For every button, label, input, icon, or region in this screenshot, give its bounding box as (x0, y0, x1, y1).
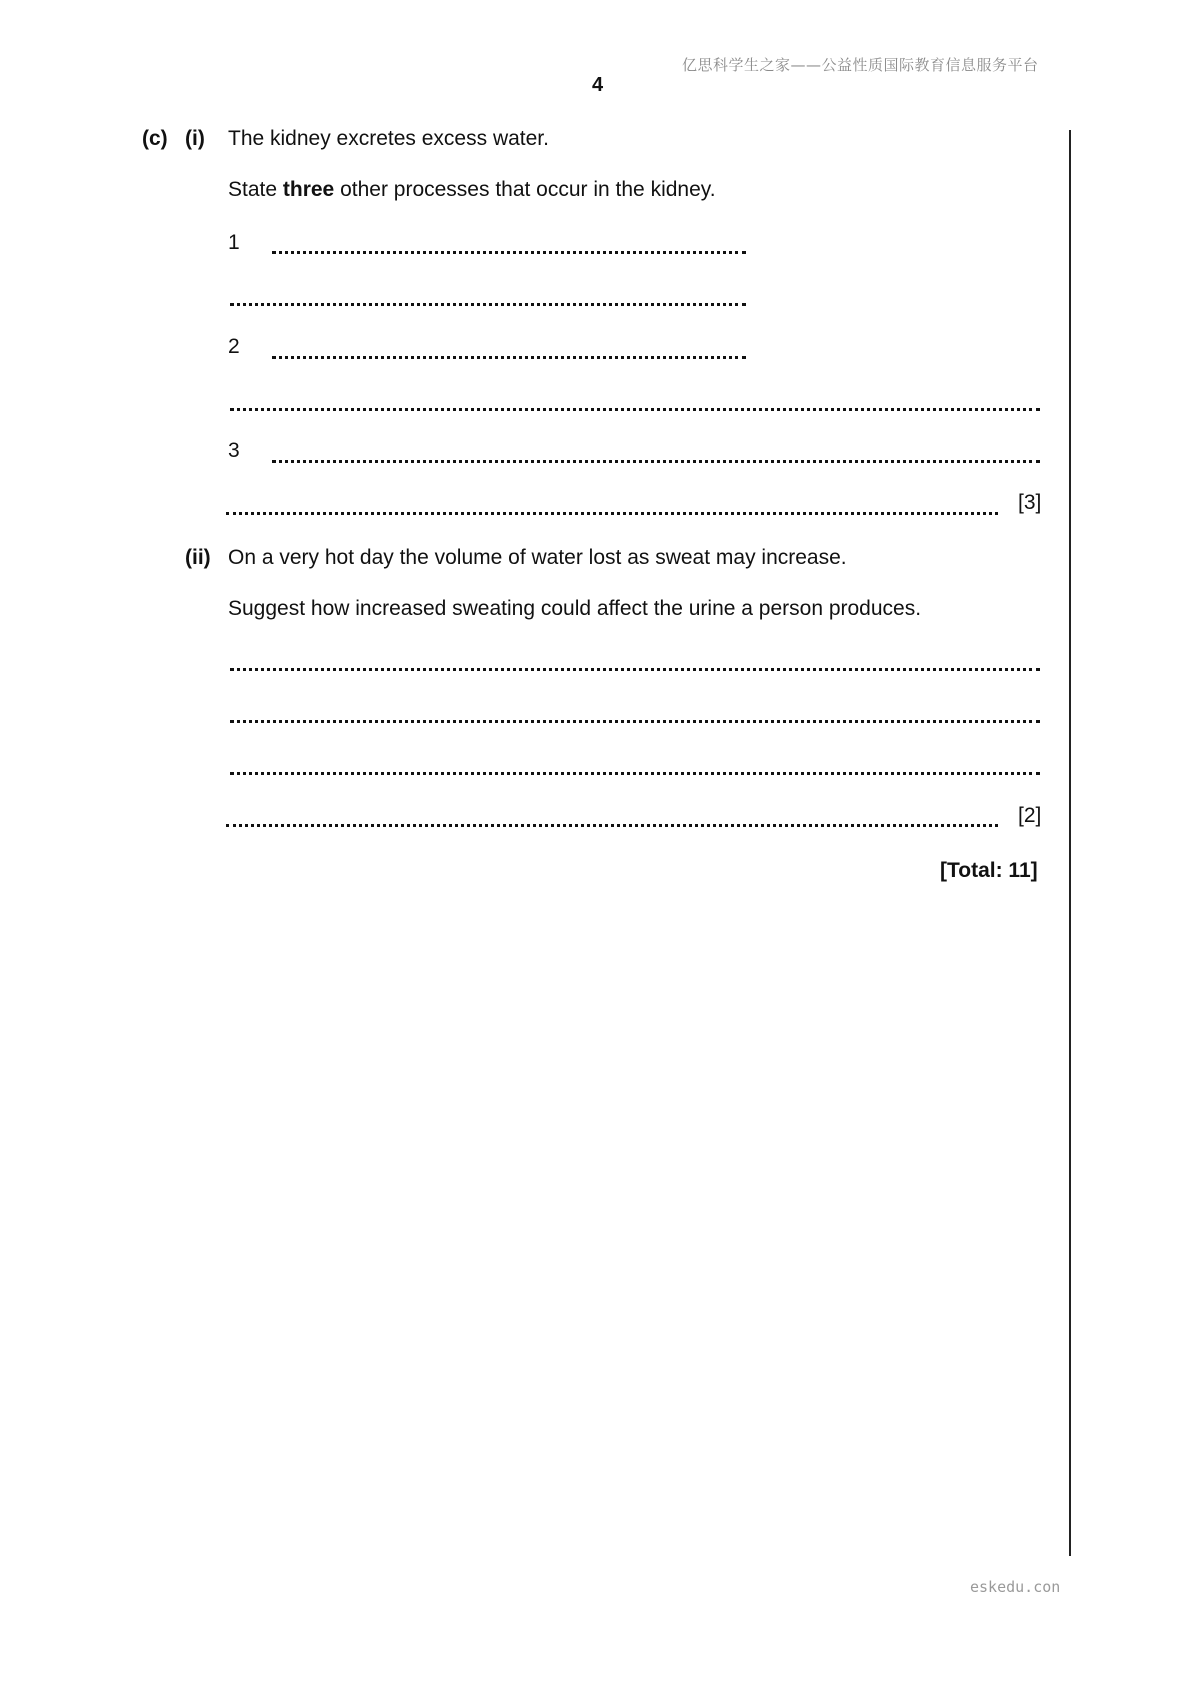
part-i-stem: The kidney excretes excess water. (228, 127, 549, 150)
answer-line[interactable] (230, 668, 1040, 671)
answer-number-2: 2 (228, 335, 240, 358)
answer-line[interactable] (272, 356, 746, 359)
watermark-footer: eskedu.con (970, 1578, 1061, 1596)
instruction-before: State (228, 178, 283, 201)
margin-rule (1069, 130, 1071, 1556)
part-i-label: (i) (185, 127, 205, 150)
part-ii-stem: On a very hot day the volume of water lost as sweat may increase. (228, 546, 847, 569)
total-marks: [Total: 11] (940, 859, 1038, 882)
instruction-after: other processes that occur in the kidney. (334, 178, 716, 201)
page-number: 4 (592, 74, 604, 96)
part-ii-label: (ii) (185, 546, 211, 569)
watermark-header: 亿思科学生之家——公益性质国际教育信息服务平台 (682, 56, 1039, 74)
marks-part-i: [3] (1018, 491, 1042, 514)
part-ii-instruction: Suggest how increased sweating could affect the urine a person produces. (228, 597, 922, 620)
marks-part-ii: [2] (1018, 804, 1042, 827)
answer-line[interactable] (230, 720, 1040, 723)
answer-line[interactable] (226, 824, 998, 827)
answer-line[interactable] (230, 303, 746, 306)
part-i-instruction (228, 177, 716, 203)
answer-line[interactable] (230, 408, 1040, 411)
question-c-label: (c) (142, 127, 168, 150)
instruction-bold: three (282, 178, 335, 201)
answer-number-1: 1 (228, 231, 240, 254)
answer-line[interactable] (272, 460, 1040, 463)
answer-number-3: 3 (228, 439, 240, 462)
answer-line[interactable] (226, 512, 998, 515)
answer-line[interactable] (230, 772, 1040, 775)
answer-line[interactable] (272, 251, 746, 254)
